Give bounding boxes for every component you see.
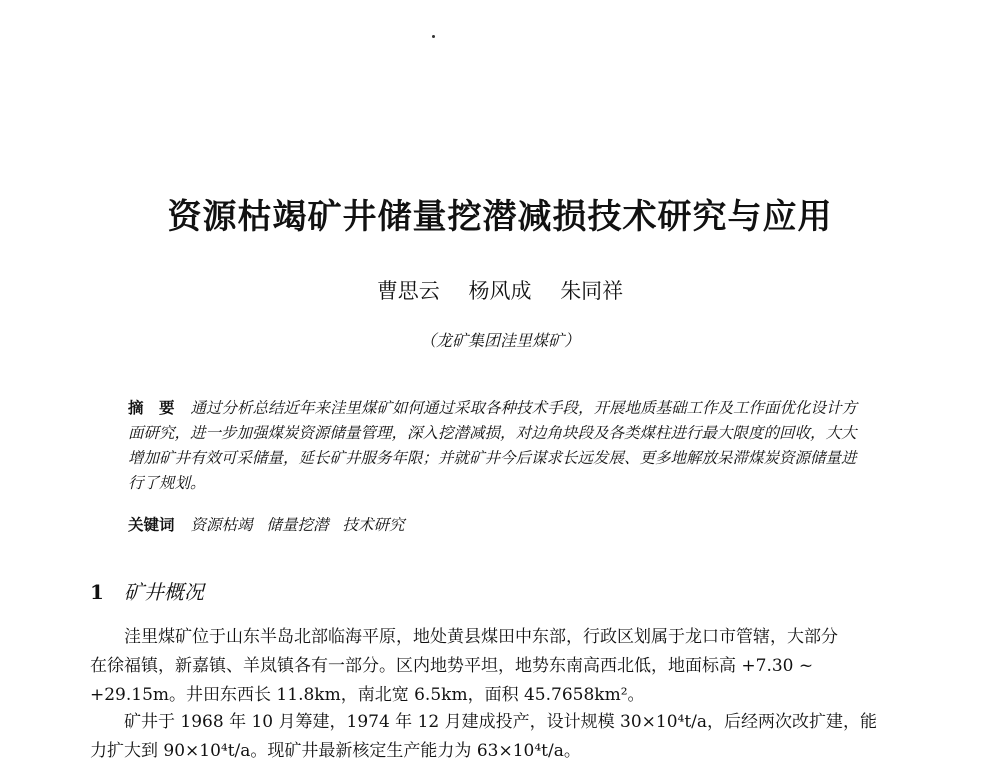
abstract-label: 摘 要 [128, 398, 175, 417]
paragraph-line: 在徐福镇，新嘉镇、羊岚镇各有一部分。区内地势平坦，地势东南高西北低，地面标高 +7.30 ~ [90, 656, 814, 676]
author-name: 杨风成 [468, 279, 532, 303]
author-name: 朱同祥 [560, 279, 624, 303]
body-paragraph [90, 623, 900, 710]
section-title: 矿井概况 [123, 580, 204, 604]
keywords-label: 关键词 [128, 515, 175, 534]
stray-dot [432, 35, 435, 38]
author-list [0, 276, 1000, 306]
author-name: 曹思云 [376, 279, 440, 303]
body-paragraph [90, 708, 900, 766]
affiliation: （龙矿集团洼里煤矿） [419, 331, 580, 350]
keyword: 技术研究 [342, 516, 405, 534]
keyword: 储量挖潜 [266, 516, 329, 534]
paper-title: 资源枯竭矿井储量挖潜减损技术研究与应用 [167, 197, 833, 237]
paragraph-line: 矿井于 1968 年 10 月筹建，1974 年 12 月建成投产，设计规模 30×10⁴t/a，后经两次改扩建，能 [124, 712, 878, 732]
section-number: 1 [90, 580, 104, 604]
paragraph-line: +29.15m。井田东西长 11.8km，南北宽 6.5km，面积 45.7658km²。 [90, 685, 645, 705]
keywords [128, 512, 868, 538]
keyword: 资源枯竭 [190, 516, 253, 534]
paragraph-line: 洼里煤矿位于山东半岛北部临海平原，地处黄县煤田中东部，行政区划属于龙口市管辖，大部分 [124, 627, 838, 647]
abstract [128, 395, 868, 496]
paragraph-line: 力扩大到 90×10⁴t/a。现矿井最新核定生产能力为 63×10⁴t/a。 [90, 741, 581, 761]
abstract-text: 通过分析总结近年来洼里煤矿如何通过采取各种技术手段，开展地质基础工作及工作面优化设计方面研究，进一步加强煤炭资源储量管理，深入挖潜减损，对边角块段及各类煤柱进行最大限度的回收，大大增加矿井有效可采储量，延长矿井服务年限；并就矿井今后谋求长远发展、更多地解放呆滞煤炭资源储量进行了规划。 [128, 399, 858, 492]
section-heading [90, 577, 204, 607]
